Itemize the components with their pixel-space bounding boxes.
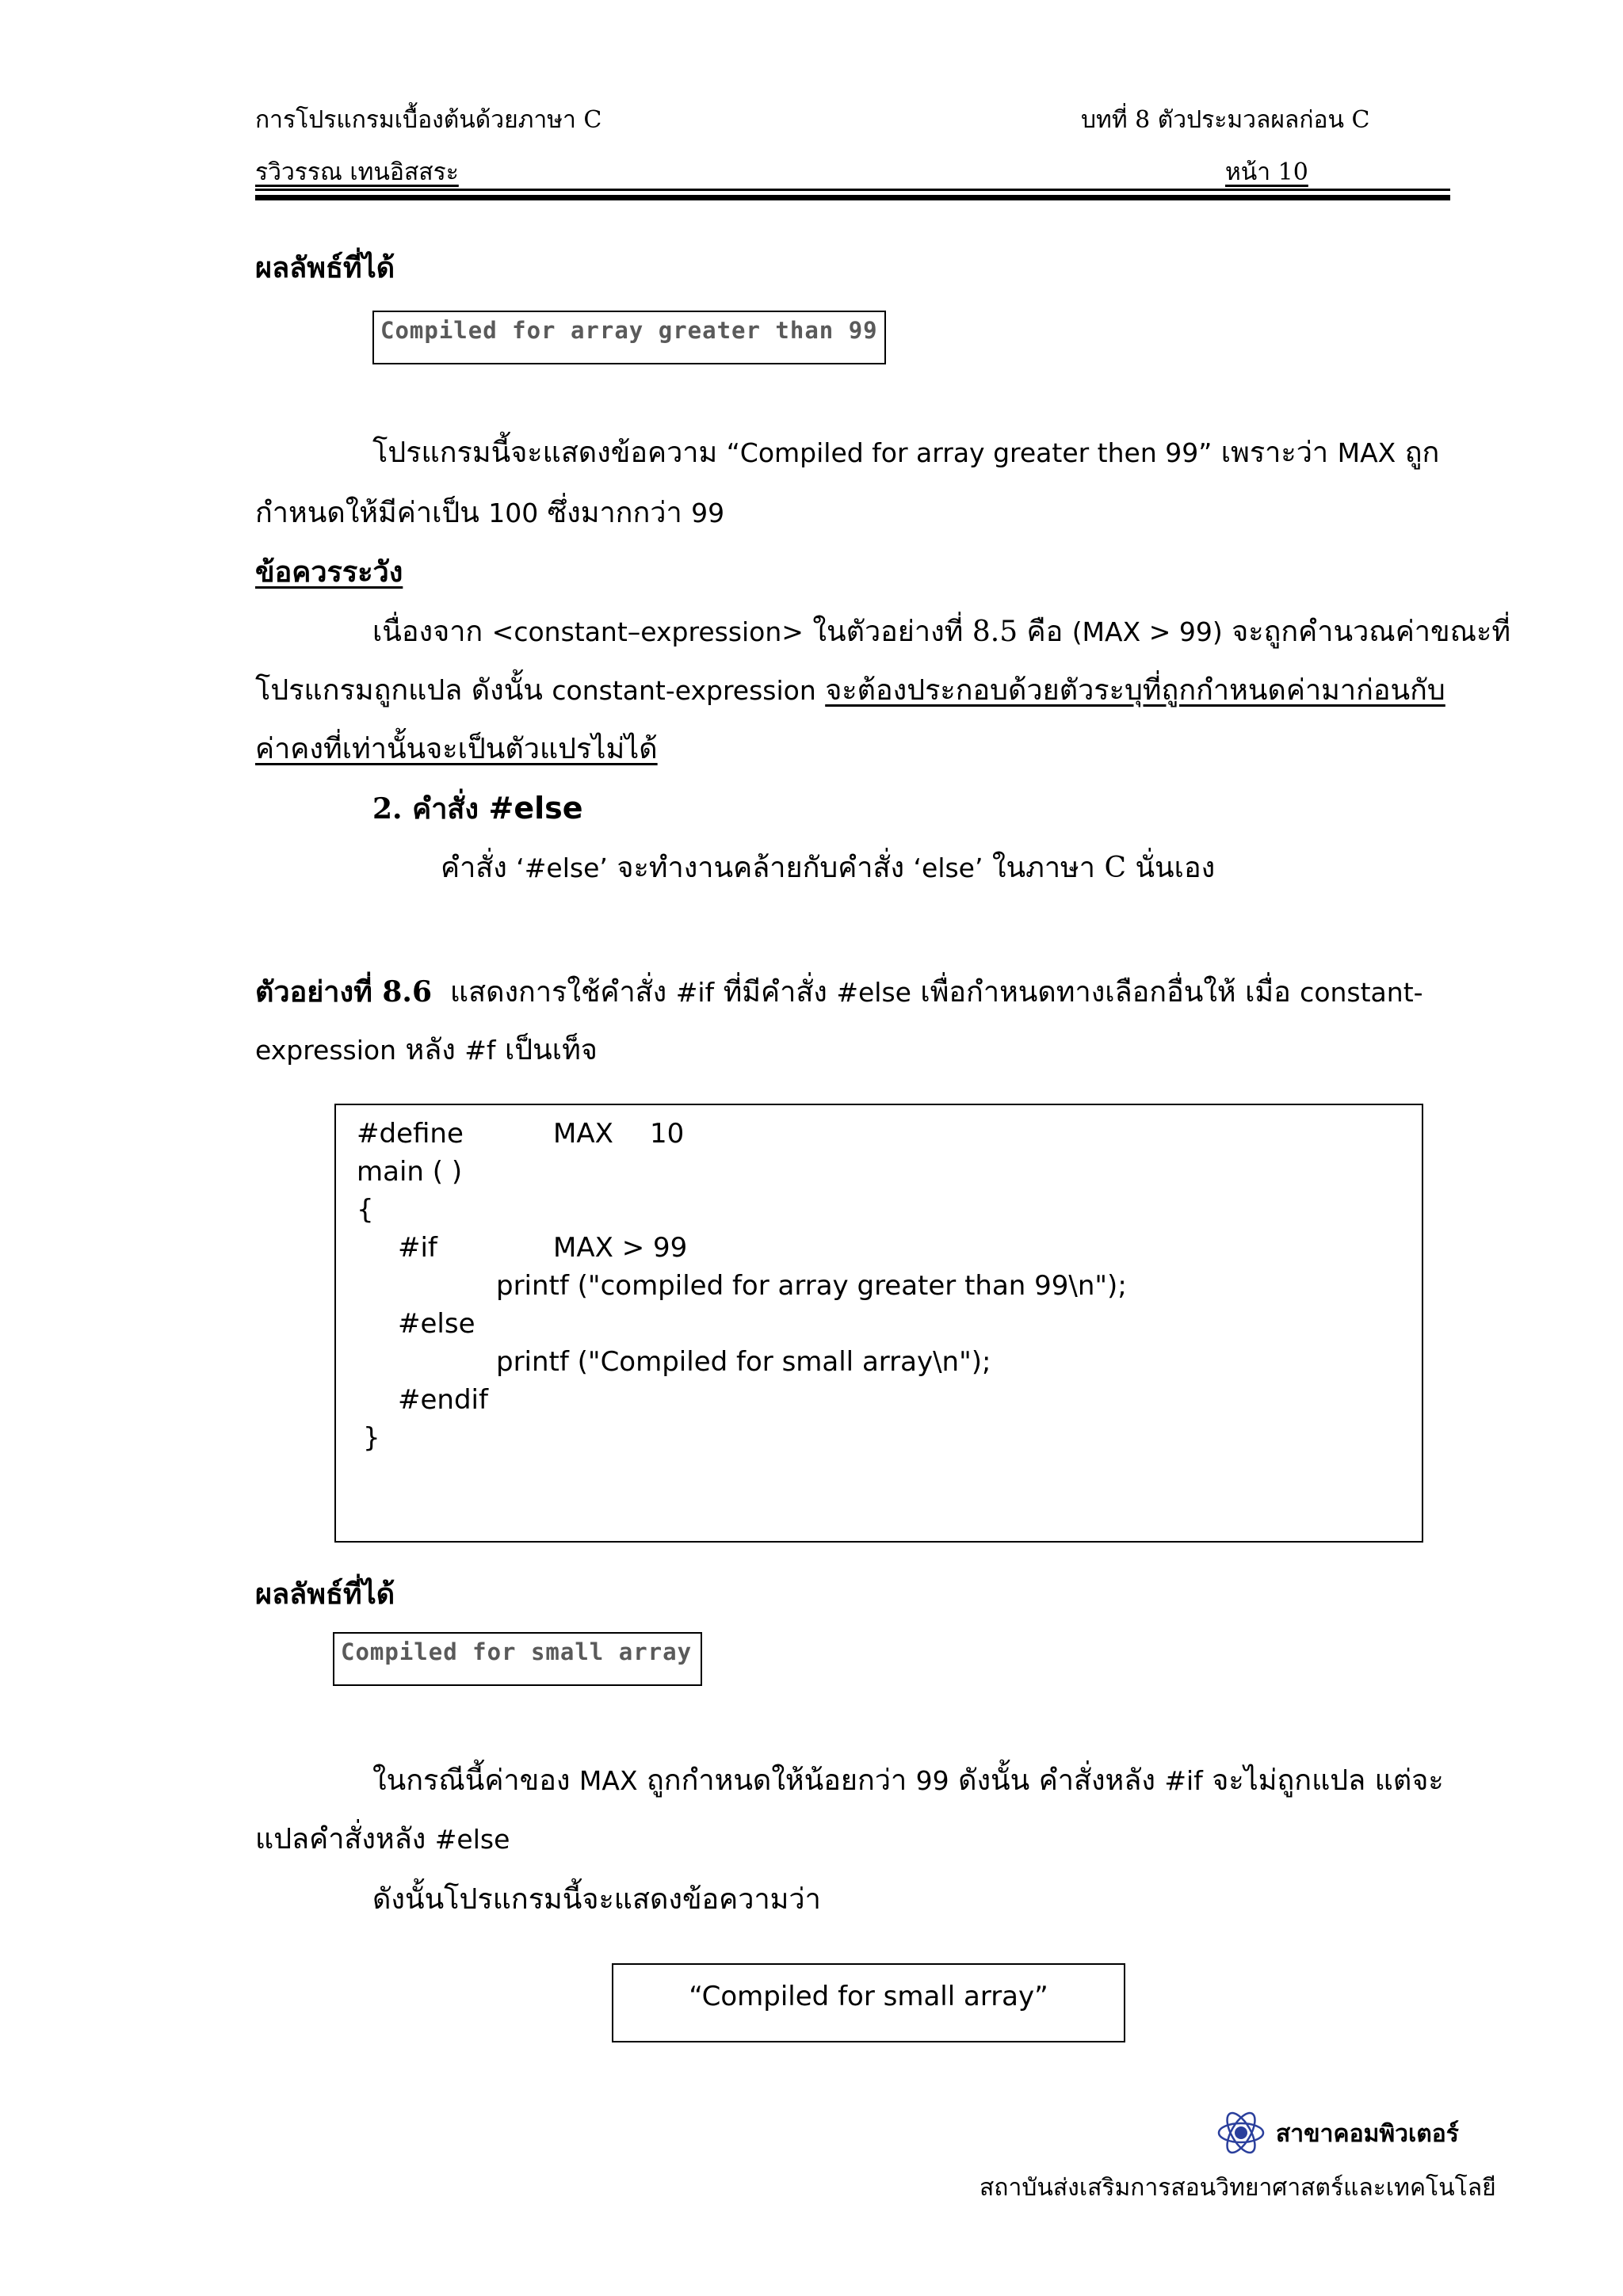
header-chapter: บทที่ 8 ตัวประมวลผลก่อน C bbox=[1081, 106, 1370, 134]
code-open-brace: { bbox=[357, 1194, 374, 1226]
output-console-text: Compiled for small array bbox=[341, 1638, 693, 1665]
output-console-text: Compiled for array greater than 99 bbox=[380, 317, 878, 344]
paragraph-line: กำหนดให้มีค่าเป็น 100 ซึ่งมากกว่า 99 bbox=[255, 497, 725, 529]
paragraph-line: ค่าคงที่เท่านั้นจะเป็นตัวแปรไม่ได้ bbox=[255, 733, 658, 765]
code-endif: #endif bbox=[398, 1384, 488, 1416]
footer-department: สาขาคอมพิวเตอร์ bbox=[1276, 2120, 1459, 2148]
paragraph-line: ในกรณีนี้ค่าของ MAX ถูกกำหนดให้น้อยกว่า 99 ดังนั้น คำสั่งหลัง #if จะไม่ถูกแปล แต่จะ bbox=[372, 1764, 1444, 1797]
paragraph-line: ดังนั้นโปรแกรมนี้จะแสดงข้อความว่า bbox=[372, 1883, 821, 1916]
header-rule-thick bbox=[255, 195, 1450, 200]
code-if: #if bbox=[398, 1232, 437, 1264]
paragraph-line: โปรแกรมนี้จะแสดงข้อความ “Compiled for array greater then 99” เพราะว่า MAX ถูก bbox=[372, 437, 1440, 469]
footer-institute: สถาบันส่งเสริมการสอนวิทยาศาสตร์และเทคโนโลยี bbox=[980, 2174, 1496, 2202]
paragraph-line: คำสั่ง ‘#else’ จะทำงานคล้ายกับคำสั่ง ‘else’ ในภาษา C นั่นเอง bbox=[441, 852, 1216, 884]
example-caption-line: expression หลัง #f เป็นเท็จ bbox=[255, 1034, 598, 1066]
quoted-output-text: “Compiled for small array” bbox=[689, 1981, 1048, 2012]
code-listing-box bbox=[334, 1104, 1423, 1543]
output-console-box bbox=[372, 311, 886, 364]
code-define-value: 10 bbox=[650, 1118, 685, 1150]
code-main: main ( ) bbox=[357, 1156, 463, 1188]
code-close-brace: } bbox=[363, 1422, 380, 1454]
header-author: รวิวรรณ เทนอิสสระ bbox=[255, 158, 459, 186]
result-heading: ผลลัพธ์ที่ได้ bbox=[255, 1577, 395, 1611]
code-define-name: MAX bbox=[553, 1118, 613, 1150]
example-caption-line: ตัวอย่างที่ 8.6 แสดงการใช้คำสั่ง #if ที่มีคำสั่ง #else เพื่อกำหนดทางเลือกอื่นให้ เมื่อ constant- bbox=[255, 975, 1423, 1009]
section-title-else: 2. คำสั่ง #else bbox=[372, 791, 583, 826]
paragraph-line: เนื่องจาก <constant–expression> ในตัวอย่างที่ 8.5 คือ (MAX > 99) จะถูกคำนวณค่าขณะที่ bbox=[372, 616, 1511, 648]
header-page-number: หน้า 10 bbox=[1225, 158, 1308, 186]
code-printf-small: printf ("Compiled for small array\n"); bbox=[496, 1346, 991, 1378]
output-console-box bbox=[333, 1632, 702, 1686]
paragraph-line: โปรแกรมถูกแปล ดังนั้น constant-expression จะต้องประกอบด้วยตัวระบุที่ถูกกำหนดค่ามาก่อนกับ bbox=[255, 674, 1445, 707]
header-rule-thin bbox=[255, 189, 1450, 191]
code-else: #else bbox=[398, 1308, 475, 1340]
example-label: ตัวอย่างที่ 8.6 bbox=[255, 975, 432, 1009]
caution-heading: ข้อควรระวัง bbox=[255, 555, 403, 589]
result-heading: ผลลัพธ์ที่ได้ bbox=[255, 251, 395, 284]
code-define: #define bbox=[357, 1118, 464, 1150]
institute-logo-icon bbox=[1216, 2107, 1266, 2158]
quoted-output-box bbox=[612, 1963, 1125, 2042]
code-if-condition: MAX > 99 bbox=[553, 1232, 688, 1264]
header-book-title: การโปรแกรมเบื้องต้นด้วยภาษา C bbox=[255, 106, 602, 134]
paragraph-line: แปลคำสั่งหลัง #else bbox=[255, 1823, 510, 1855]
code-printf-greater: printf ("compiled for array greater than 99\n"); bbox=[496, 1270, 1127, 1302]
